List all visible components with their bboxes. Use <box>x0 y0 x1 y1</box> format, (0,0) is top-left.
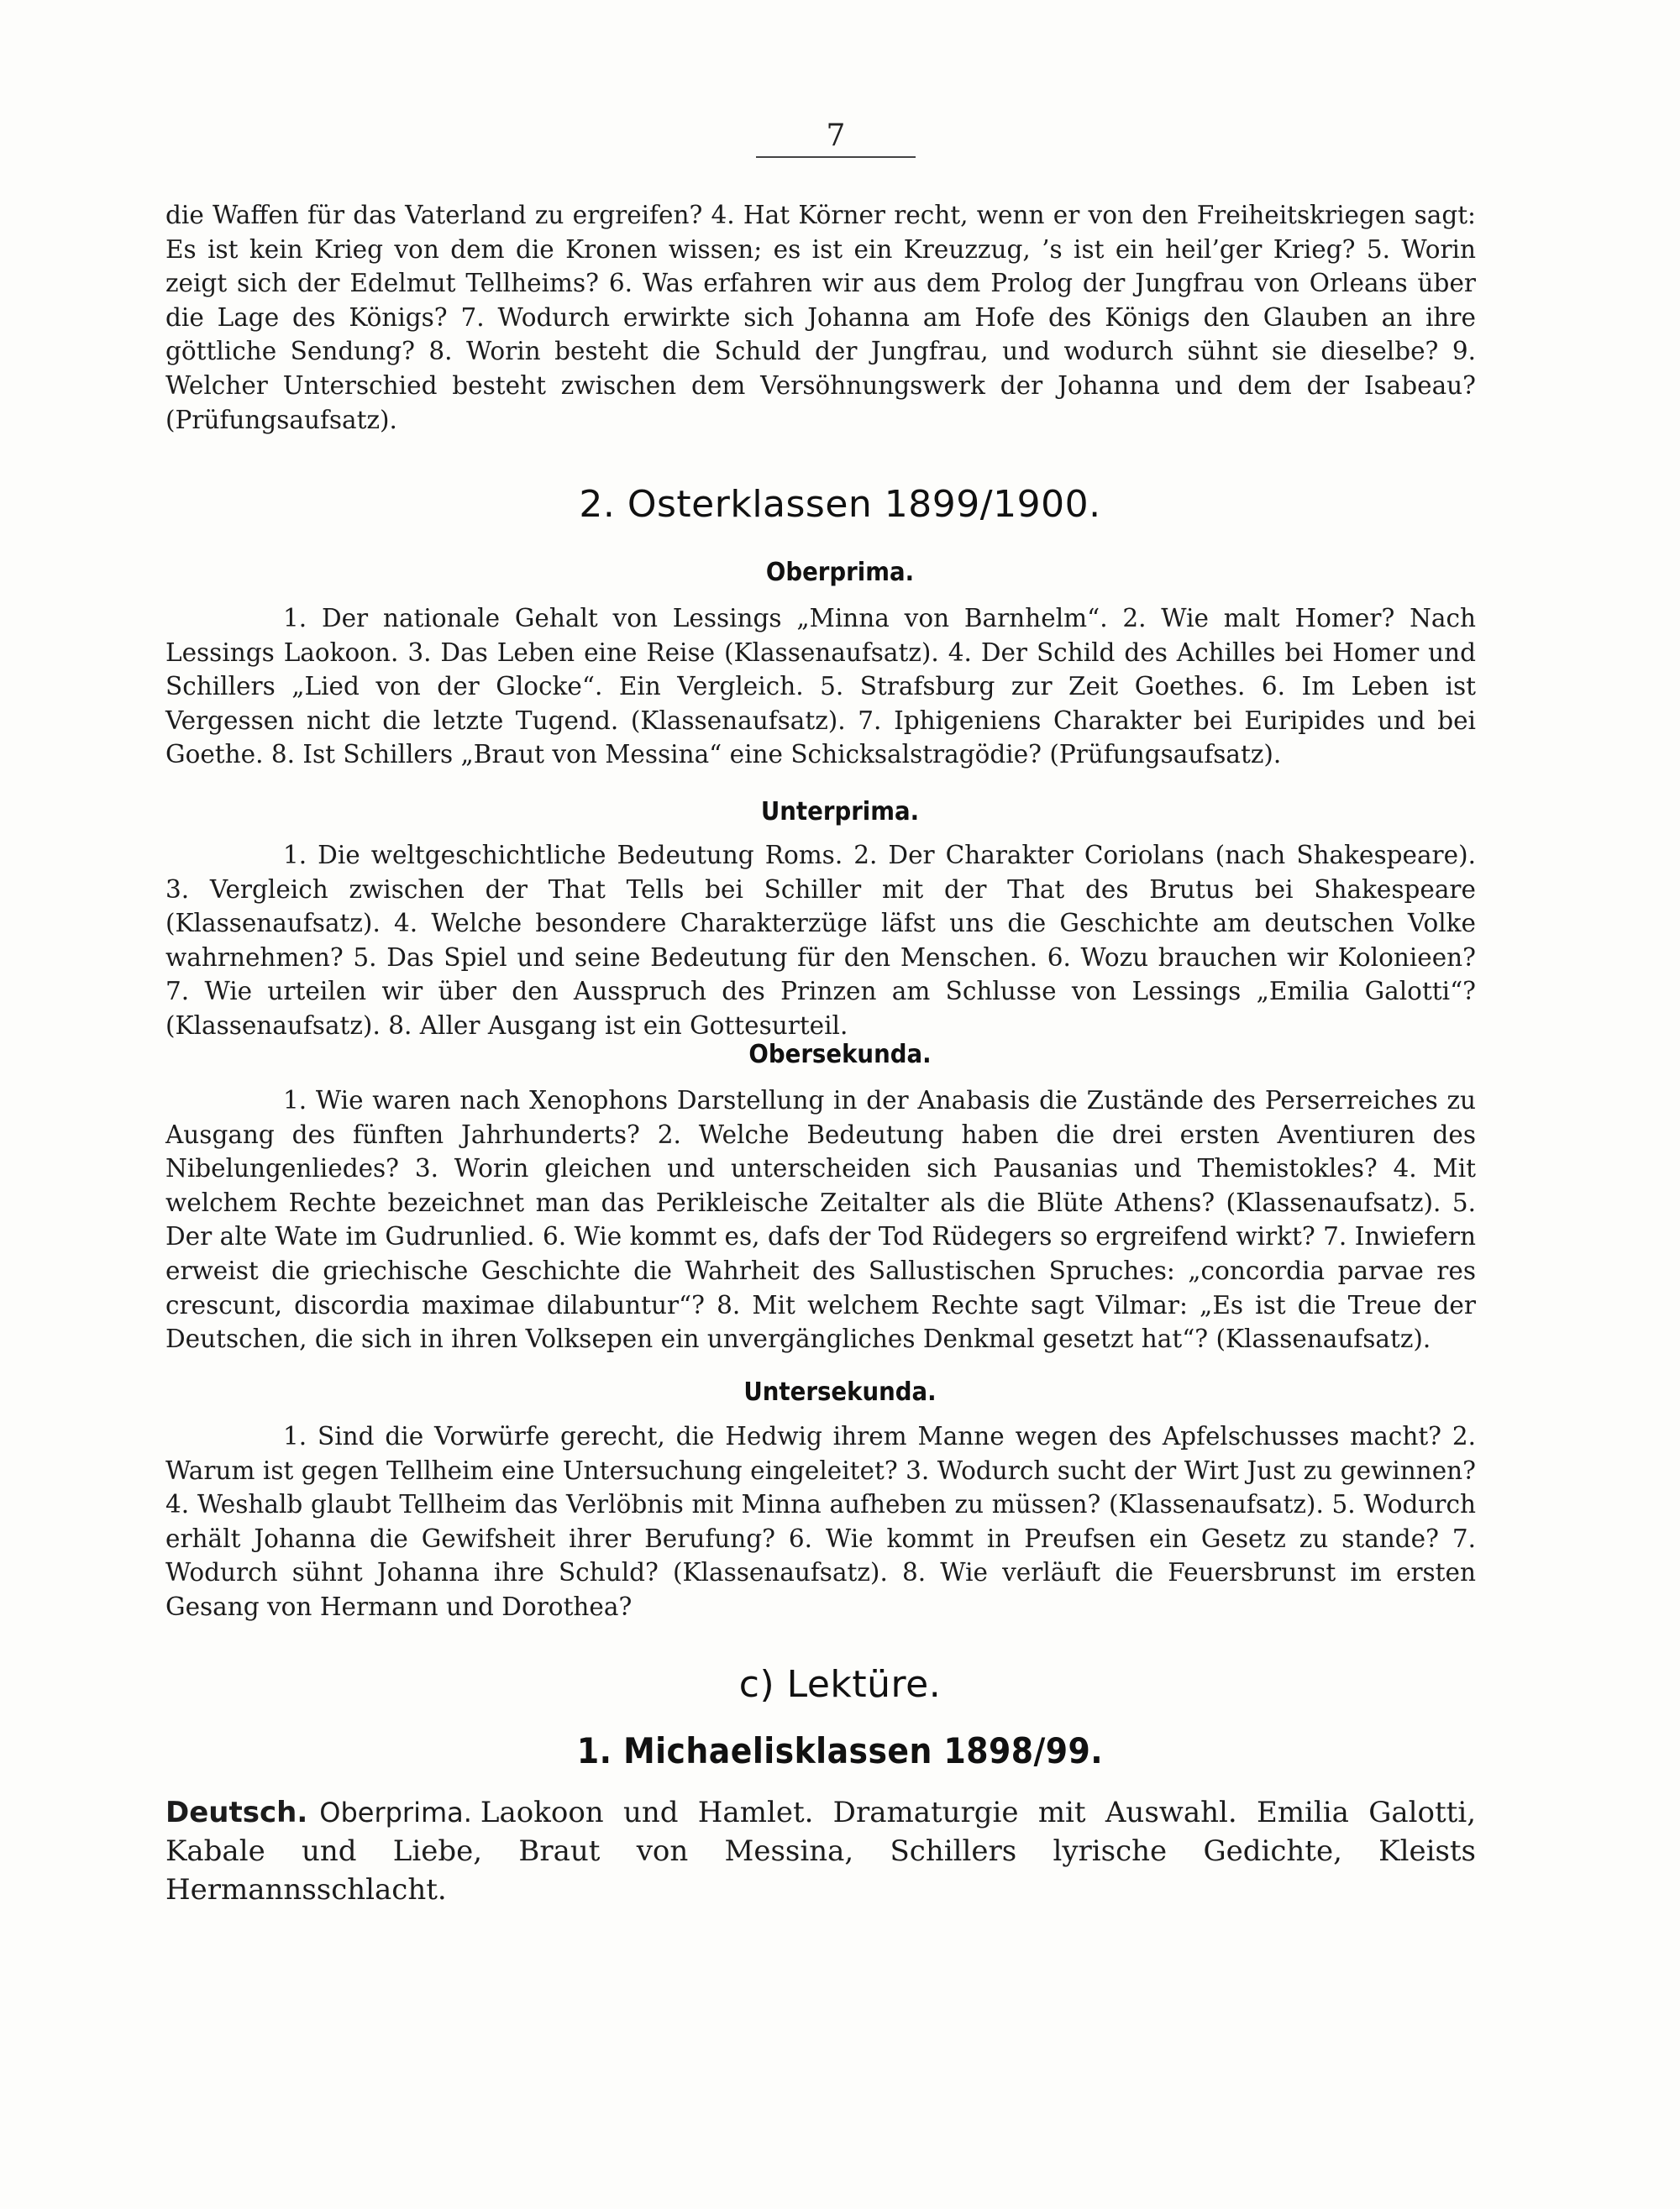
intro-paragraph: die Waffen für das Vaterland zu ergreifen? 4. Hat Körner recht, wenn er von den Freiheitskriegen sagt: Es ist kein Krieg von dem die Kronen wissen; es ist ein Kreuzzug, ’s ist ein heil’ger Krieg? 5. Worin zeigt sich der Edelmut Tellheims? 6. Was erfahren wir aus dem Prolog der Jungfrau von Orleans über die Lage des Königs? 7. Wodurch erwirkte sich Johanna am Hofe des Königs den Glauben an ihre göttliche Sendung? 8. Worin besteht die Schuld der Jungfrau, und wodurch sühnt sie dieselbe? 9. Welcher Unterschied besteht zwischen dem Versöhnungswerk der Johanna und dem der Isabeau? (Prüfungsaufsatz). <box>165 201 1476 434</box>
deutsch-reading-list: Laokoon und Hamlet. Dramaturgie mit Auswahl. Emilia Galotti, Kabale und Liebe, Braut von Messina, Schillers lyrische Gedichte, Kleists Hermannsschlacht. <box>165 1796 1476 1907</box>
class-label-oberprima: Oberprima. <box>319 1797 472 1829</box>
obersekunda-block <box>165 1084 1476 1356</box>
untersekunda-block <box>165 1419 1476 1624</box>
intro-paragraph-block <box>165 198 1476 437</box>
heading-unterprima: Unterprima. <box>760 797 920 826</box>
heading-oberprima: Oberprima. <box>765 558 915 587</box>
heading-obersekunda: Obersekunda. <box>748 1040 932 1069</box>
subject-label-deutsch: Deutsch. <box>165 1796 308 1829</box>
section-title-michaelisklassen: 1. Michaelisklassen 1898/99. <box>576 1730 1104 1771</box>
heading-untersekunda: Untersekunda. <box>743 1377 937 1407</box>
page-number: 7 <box>756 118 916 158</box>
section-title-lektuere: c) Lektüre. <box>738 1663 942 1706</box>
untersekunda-paragraph: 1. Sind die Vorwürfe gerecht, die Hedwig ihrem Manne wegen des Apfelschusses macht? 2. Warum ist gegen Tellheim eine Untersuchung eingeleitet? 3. Wodurch sucht der Wirt Just zu gewinnen? 4. Weshalb glaubt Tellheim das Verlöbnis mit Minna aufheben zu müssen? (Klassenaufsatz). 5. Wodurch erhält Johanna die Gewifsheit ihrer Berufung? 6. Wie kommt in Preufsen ein Gesetz zu stande? 7. Wodurch sühnt Johanna ihre Schuld? (Klassenaufsatz). 8. Wie verläuft die Feuersbrunst im ersten Gesang von Hermann und Dorothea? <box>165 1422 1476 1621</box>
section-title-osterklassen: 2. Osterklassen 1899/1900. <box>579 483 1101 526</box>
deutsch-reading-paragraph <box>165 1793 1476 1909</box>
unterprima-paragraph: 1. Die weltgeschichtliche Bedeutung Roms. 2. Der Charakter Coriolans (nach Shakespeare). 3. Vergleich zwischen der That Tells bei Schiller mit der That des Brutus bei Shakespeare (Klassenaufsatz). 4. Welche besondere Charakterzüge läfst uns die Geschichte am deutschen Volke wahrnehmen? 5. Das Spiel und seine Bedeutung für den Menschen. 6. Wozu brauchen wir Kolonieen? 7. Wie urteilen wir über den Ausspruch des Prinzen am Schlusse von Lessings „Emilia Galotti“? (Klassenaufsatz). 8. Aller Ausgang ist ein Gottesurteil. <box>165 841 1476 1040</box>
oberprima-block <box>165 601 1476 772</box>
obersekunda-paragraph: 1. Wie waren nach Xenophons Darstellung in der Anabasis die Zustände des Perserreiches zu Ausgang des fünften Jahrhunderts? 2. Welche Bedeutung haben die drei ersten Aventiuren des Nibelungenliedes? 3. Worin gleichen und unterscheiden sich Pausanias und Themistokles? 4. Mit welchem Rechte bezeichnet man das Perikleische Zeitalter als die Blüte Athens? (Klassenaufsatz). 5. Der alte Wate im Gudrunlied. 6. Wie kommt es, dafs der Tod Rüdegers so ergreifend wirkt? 7. Inwiefern erweist die griechische Geschichte die Wahrheit des Sallustischen Spruches: „concordia parvae res crescunt, discordia maximae dilabuntur“? 8. Mit welchem Rechte sagt Vilmar: „Es ist die Treue der Deutschen, die sich in ihren Volksepen ein unvergängliches Denkmal gesetzt hat“? (Klassenaufsatz). <box>165 1086 1476 1354</box>
oberprima-paragraph: 1. Der nationale Gehalt von Lessings „Minna von Barnhelm“. 2. Wie malt Homer? Nach Lessings Laokoon. 3. Das Leben eine Reise (Klassenaufsatz). 4. Der Schild des Achilles bei Homer und Schillers „Lied von der Glocke“. Ein Vergleich. 5. Strafsburg zur Zeit Goethes. 6. Im Leben ist Vergessen nicht die letzte Tugend. (Klassenaufsatz). 7. Iphigeniens Charakter bei Euripides und bei Goethe. 8. Ist Schillers „Braut von Messina“ eine Schicksalstragödie? (Prüfungsaufsatz). <box>165 604 1476 769</box>
unterprima-block <box>165 838 1476 1043</box>
